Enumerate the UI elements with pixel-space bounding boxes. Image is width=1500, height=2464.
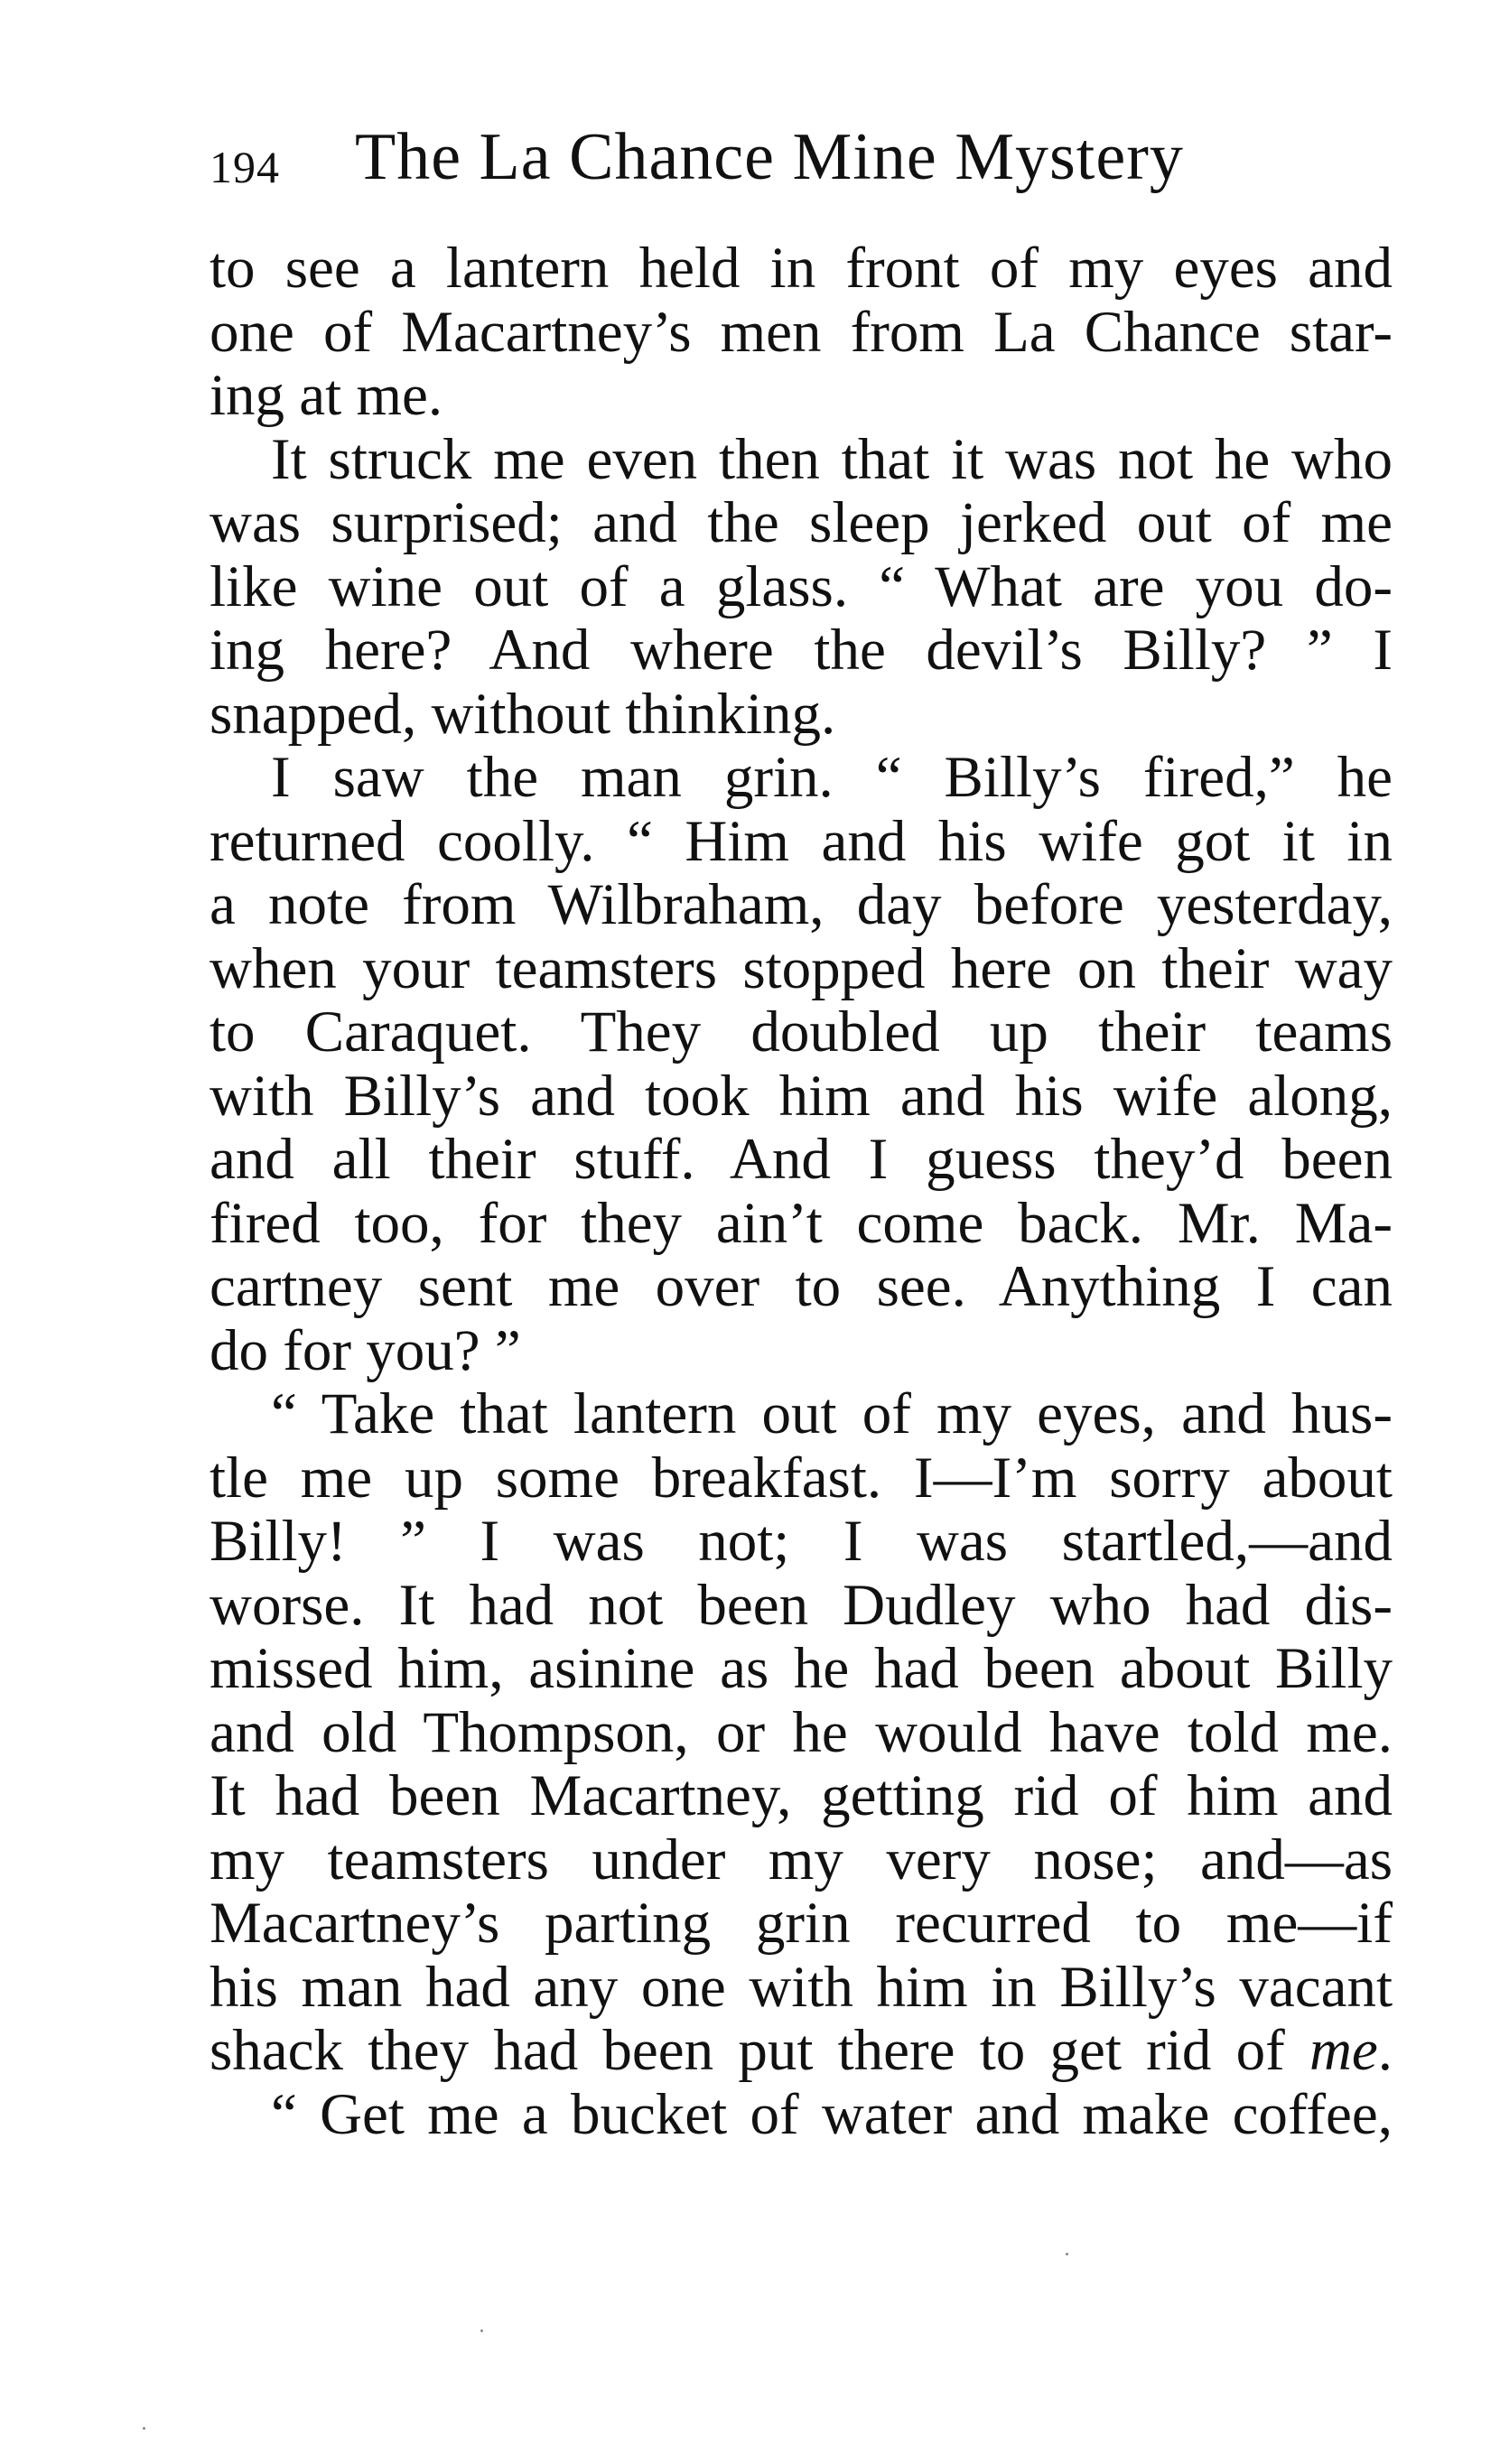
text-line: my teamsters under my very nose; and—as — [210, 1827, 1393, 1892]
text-segment: shack they had been put there to get rid of — [210, 2018, 1309, 2083]
text-line: when your teamsters stopped here on their way — [210, 935, 1393, 1001]
text-line: and old Thompson, or he would have told me. — [210, 1699, 1393, 1765]
text-line: and all their stuff. And I guess they’d been — [210, 1127, 1393, 1192]
text-line: worse. It had not been Dudley who had dis- — [210, 1572, 1393, 1638]
text-line: like wine out of a glass. “ What are you do- — [210, 553, 1393, 619]
paper-speck — [143, 2427, 145, 2430]
paper-speck — [480, 2329, 483, 2332]
text-line: snapped, without thinking. — [210, 681, 836, 747]
text-line: cartney sent me over to see. Anything I can — [210, 1254, 1393, 1319]
paragraph-start-line: “ Take that lantern out of my eyes, and hus- — [271, 1381, 1393, 1446]
page-header — [210, 119, 1347, 200]
text-line: tle me up some breakfast. I—I’m sorry about — [210, 1445, 1393, 1511]
text-line: his man had any one with him in Billy’s vacant — [210, 1954, 1393, 2020]
page-number: 194 — [210, 142, 280, 192]
emphasized-word: me — [1309, 2018, 1378, 2083]
text-line: to see a lantern held in front of my eyes and — [210, 236, 1393, 301]
text-line: Macartney’s parting grin recurred to me—if — [210, 1891, 1393, 1956]
text-line: ing here? And where the devil’s Billy? ” I — [210, 618, 1393, 683]
paragraph-start-line: It struck me even then that it was not he who — [271, 426, 1393, 492]
paragraph-start-line: “ Get me a bucket of water and make coffee, — [271, 2081, 1393, 2147]
text-line: was surprised; and the sleep jerked out of me — [210, 490, 1393, 555]
text-line — [210, 2019, 1393, 2083]
text-line: one of Macartney’s men from La Chance star- — [210, 299, 1393, 365]
text-line: fired too, for they ain’t come back. Mr. Ma- — [210, 1190, 1393, 1256]
text-line: to Caraquet. They doubled up their teams — [210, 1000, 1393, 1065]
text-line: with Billy’s and took him and his wife along, — [210, 1063, 1393, 1129]
text-line: do for you? ” — [210, 1317, 521, 1383]
text-line: a note from Wilbraham, day before yesterday, — [210, 872, 1393, 937]
text-line: It had been Macartney, getting rid of him and — [210, 1763, 1393, 1828]
paragraph-start-line: I saw the man grin. “ Billy’s fired,” he — [271, 745, 1393, 810]
text-line: missed him, asinine as he had been about Billy — [210, 1636, 1393, 1701]
body-text — [210, 237, 1393, 2146]
running-title: The La Chance Mine Mystery — [355, 120, 1184, 194]
text-line: ing at me. — [210, 363, 443, 428]
text-line: Billy! ” I was not; I was startled,—and — [210, 1509, 1393, 1574]
text-segment: . — [1377, 2018, 1393, 2083]
paper-speck — [1066, 2253, 1068, 2255]
text-line: returned coolly. “ Him and his wife got it in — [210, 808, 1393, 874]
